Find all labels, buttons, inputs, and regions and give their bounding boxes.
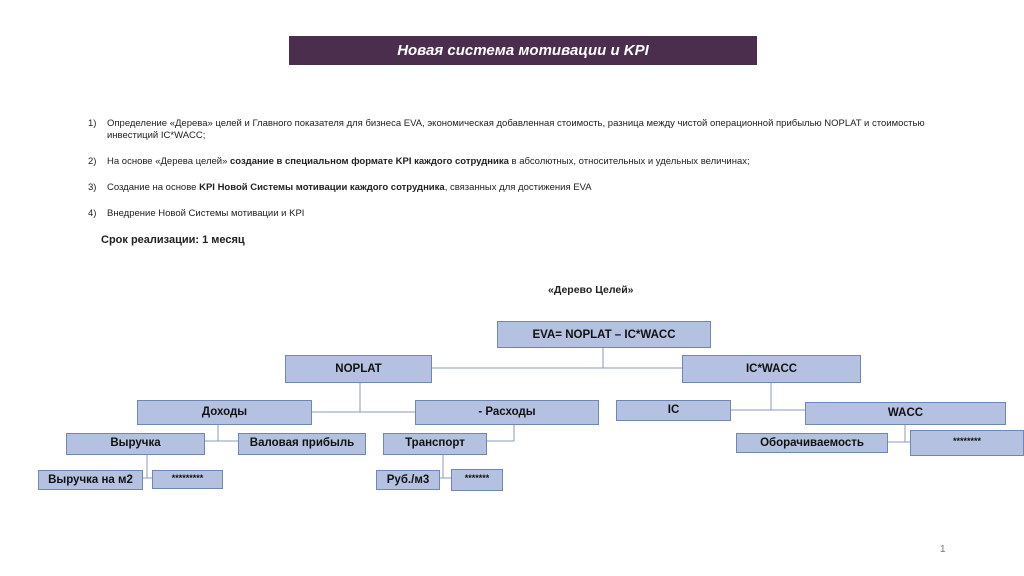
page-number: 1 <box>940 544 946 555</box>
slide-title: Новая система мотивации и KPI <box>289 36 757 65</box>
node-oborach: Оборачиваемость <box>736 433 888 453</box>
node-eva: EVA= NOPLAT – IC*WACC <box>497 321 711 348</box>
node-rub-m3: Руб./м3 <box>376 470 440 490</box>
tree-title: «Дерево Целей» <box>548 284 634 296</box>
goal-text-part: На основе «Дерева целей» <box>107 156 230 167</box>
node-rub-stars: ******* <box>451 469 503 491</box>
node-rashody: - Расходы <box>415 400 599 425</box>
deadline-text: Срок реализации: 1 месяц <box>101 234 245 246</box>
node-wacc: WACC <box>805 402 1006 425</box>
goal-text-bold: KPI Новой Системы мотивации каждого сотрудника <box>199 182 445 193</box>
node-ic: IC <box>616 400 731 421</box>
goal-number: 2) <box>88 156 97 167</box>
node-vyruchka-m2: Выручка на м2 <box>38 470 143 490</box>
node-transport: Транспорт <box>383 433 487 455</box>
goal-number: 4) <box>88 208 97 219</box>
goal-text-part: , связанных для достижения EVA <box>444 182 592 193</box>
node-wacc-stars: ******** <box>910 430 1024 456</box>
node-dohody: Доходы <box>137 400 312 425</box>
node-vyruchka: Выручка <box>66 433 205 455</box>
goal-text-bold: создание в специальном формате KPI каждого сотрудника <box>230 156 509 167</box>
node-noplat: NOPLAT <box>285 355 432 383</box>
goal-number: 1) <box>88 118 97 129</box>
goal-text-part: Определение «Дерева» целей и Главного показателя для бизнеса EVA, экономическая добавленная стоимость, разница между чистой операционной прибылью NOPLAT и стоимостью инвестиций IC*WACC; <box>107 118 925 141</box>
node-vyruchka-stars: ********* <box>152 470 223 489</box>
goal-text-part: Внедрение Новой Системы мотивации и KPI <box>107 208 305 219</box>
goal-text-part: Создание на основе <box>107 182 200 193</box>
node-icwacc: IC*WACC <box>682 355 861 383</box>
goal-text-part: в абсолютных, относительных и удельных величинах; <box>508 156 750 167</box>
node-valovaya: Валовая прибыль <box>238 433 366 455</box>
goal-number: 3) <box>88 182 97 193</box>
